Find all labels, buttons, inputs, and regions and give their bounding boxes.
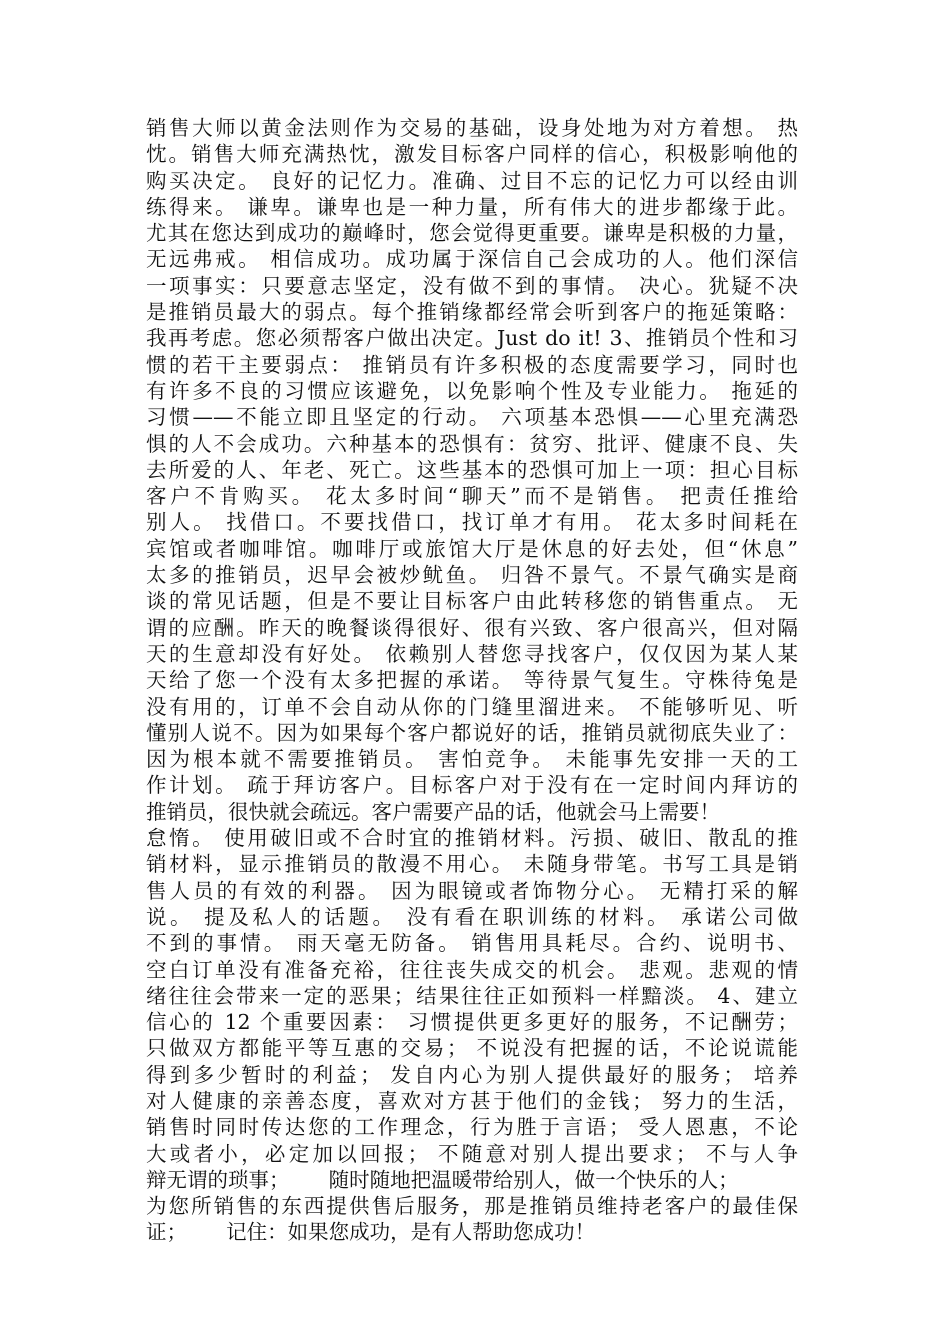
text-line: 销售大师以黄金法则作为交易的基础，设身处地为对方着想。 热: [146, 116, 798, 140]
text-line: 推销员，很快就会疏远。客户需要产品的话，他就会马上需要！: [146, 799, 720, 824]
text-line: 忱。销售大师充满热忱，激发目标客户同样的信心，积极影响他的: [146, 142, 798, 167]
text-line: 天的生意却没有好处。 依赖别人替您寻找客户，仅仅因为某人某: [146, 641, 798, 666]
text-line: 我再考虑。您必须帮客户做出决定。Just do it! 3、推销员个性和习: [146, 326, 798, 351]
text-line: 客户不肯购买。 花太多时间“聊天”而不是销售。 把责任推给: [146, 484, 798, 509]
text-line: 只做双方都能平等互惠的交易； 不说没有把握的话，不论说谎能: [146, 1036, 798, 1061]
text-line: 谓的应酬。昨天的晚餐谈得很好、很有兴致、客户很高兴，但对隔: [146, 615, 798, 640]
text-line: 不到的事情。 雨天毫无防备。 销售用具耗尽。合约、说明书、: [146, 931, 798, 956]
text-line: 练得来。 谦卑。谦卑也是一种力量，所有伟大的进步都缘于此。: [146, 194, 798, 219]
text-line: 没有用的，订单不会自动从你的门缝里溜进来。 不能够听见、听: [146, 694, 798, 719]
text-line: 尤其在您达到成功的巅峰时，您会觉得更重要。谦卑是积极的力量，: [146, 221, 798, 246]
text-line: 大或者小，必定加以回报； 不随意对别人提出要求； 不与人争: [146, 1141, 798, 1166]
text-line: 绪往往会带来一定的恶果；结果往往正如预料一样黯淡。 4、建立: [146, 983, 798, 1008]
text-line: 对人健康的亲善态度，喜欢对方甚于他们的金钱； 努力的生活，: [146, 1088, 798, 1113]
text-line: 有许多不良的习惯应该避免，以免影响个性及专业能力。 拖延的: [146, 378, 798, 403]
text-line: 得到多少暂时的利益； 发自内心为别人提供最好的服务； 培养: [146, 1062, 798, 1087]
text-line: 销售时同时传达您的工作理念，行为胜于言语； 受人恩惠，不论: [146, 1115, 798, 1140]
text-line: 宾馆或者咖啡馆。咖啡厅或旅馆大厅是休息的好去处，但“休息”: [146, 536, 798, 561]
text-line: 无远弗戒。 相信成功。成功属于深信自己会成功的人。他们深信: [146, 247, 798, 272]
text-line: 别人。 找借口。不要找借口，找订单才有用。 花太多时间耗在: [146, 510, 798, 535]
text-line: 去所爱的人、年老、死亡。这些基本的恐惧可加上一项：担心目标: [146, 457, 798, 482]
text-line: 天给了您一个没有太多把握的承诺。 等待景气复生。守株待兔是: [146, 668, 798, 693]
text-line: 作计划。 疏于拜访客户。目标客户对于没有在一定时间内拜访的: [146, 773, 798, 798]
text-line: 是推销员最大的弱点。每个推销缘都经常会听到客户的拖延策略：: [146, 300, 798, 325]
text-line: 谈的常见话题，但是不要让目标客户由此转移您的销售重点。 无: [146, 589, 798, 614]
text-line: 惧的人不会成功。六种基本的恐惧有：贫穷、批评、健康不良、失: [146, 431, 798, 456]
text-line: 辩无谓的琐事； 随时随地把温暖带给别人，做一个快乐的人；: [146, 1167, 739, 1192]
text-line: 懂别人说不。因为如果每个客户都说好的话，推销员就彻底失业了：: [146, 720, 798, 745]
text-line: 购买决定。 良好的记忆力。准确、过目不忘的记忆力可以经由训: [146, 168, 798, 193]
text-line: 太多的推销员，迟早会被炒鱿鱼。 归咎不景气。不景气确实是商: [146, 563, 798, 588]
text-line: 惯的若干主要弱点： 推销员有许多积极的态度需要学习，同时也: [146, 352, 798, 377]
text-line: 一项事实：只要意志坚定，没有做不到的事情。 决心。犹疑不决: [146, 273, 798, 298]
text-line: 说。 提及私人的话题。 没有看在职训练的材料。 承诺公司做: [146, 904, 798, 929]
text-line: 怠惰。 使用破旧或不合时宜的推销材料。污损、破旧、散乱的推: [146, 826, 798, 851]
text-line: 空白订单没有准备充裕，往往丧失成交的机会。 悲观。悲观的情: [146, 957, 798, 982]
text-line: 因为根本就不需要推销员。 害怕竞争。 未能事先安排一天的工: [146, 747, 798, 772]
text-line: 售人员的有效的利器。 因为眼镜或者饰物分心。 无精打采的解: [146, 878, 798, 903]
text-line: 习惯——不能立即且坚定的行动。 六项基本恐惧——心里充满恐: [146, 405, 798, 430]
body-text: [146, 115, 798, 1246]
text-line: 证； 记住：如果您成功，是有人帮助您成功！: [146, 1220, 596, 1245]
text-line: 销材料，显示推销员的散漫不用心。 未随身带笔。书写工具是销: [146, 852, 798, 877]
text-line: 为您所销售的东西提供售后服务，那是推销员维持老客户的最佳保: [146, 1194, 798, 1219]
text-line: 信心的 12 个重要因素： 习惯提供更多更好的服务，不记酬劳；: [146, 1010, 798, 1035]
